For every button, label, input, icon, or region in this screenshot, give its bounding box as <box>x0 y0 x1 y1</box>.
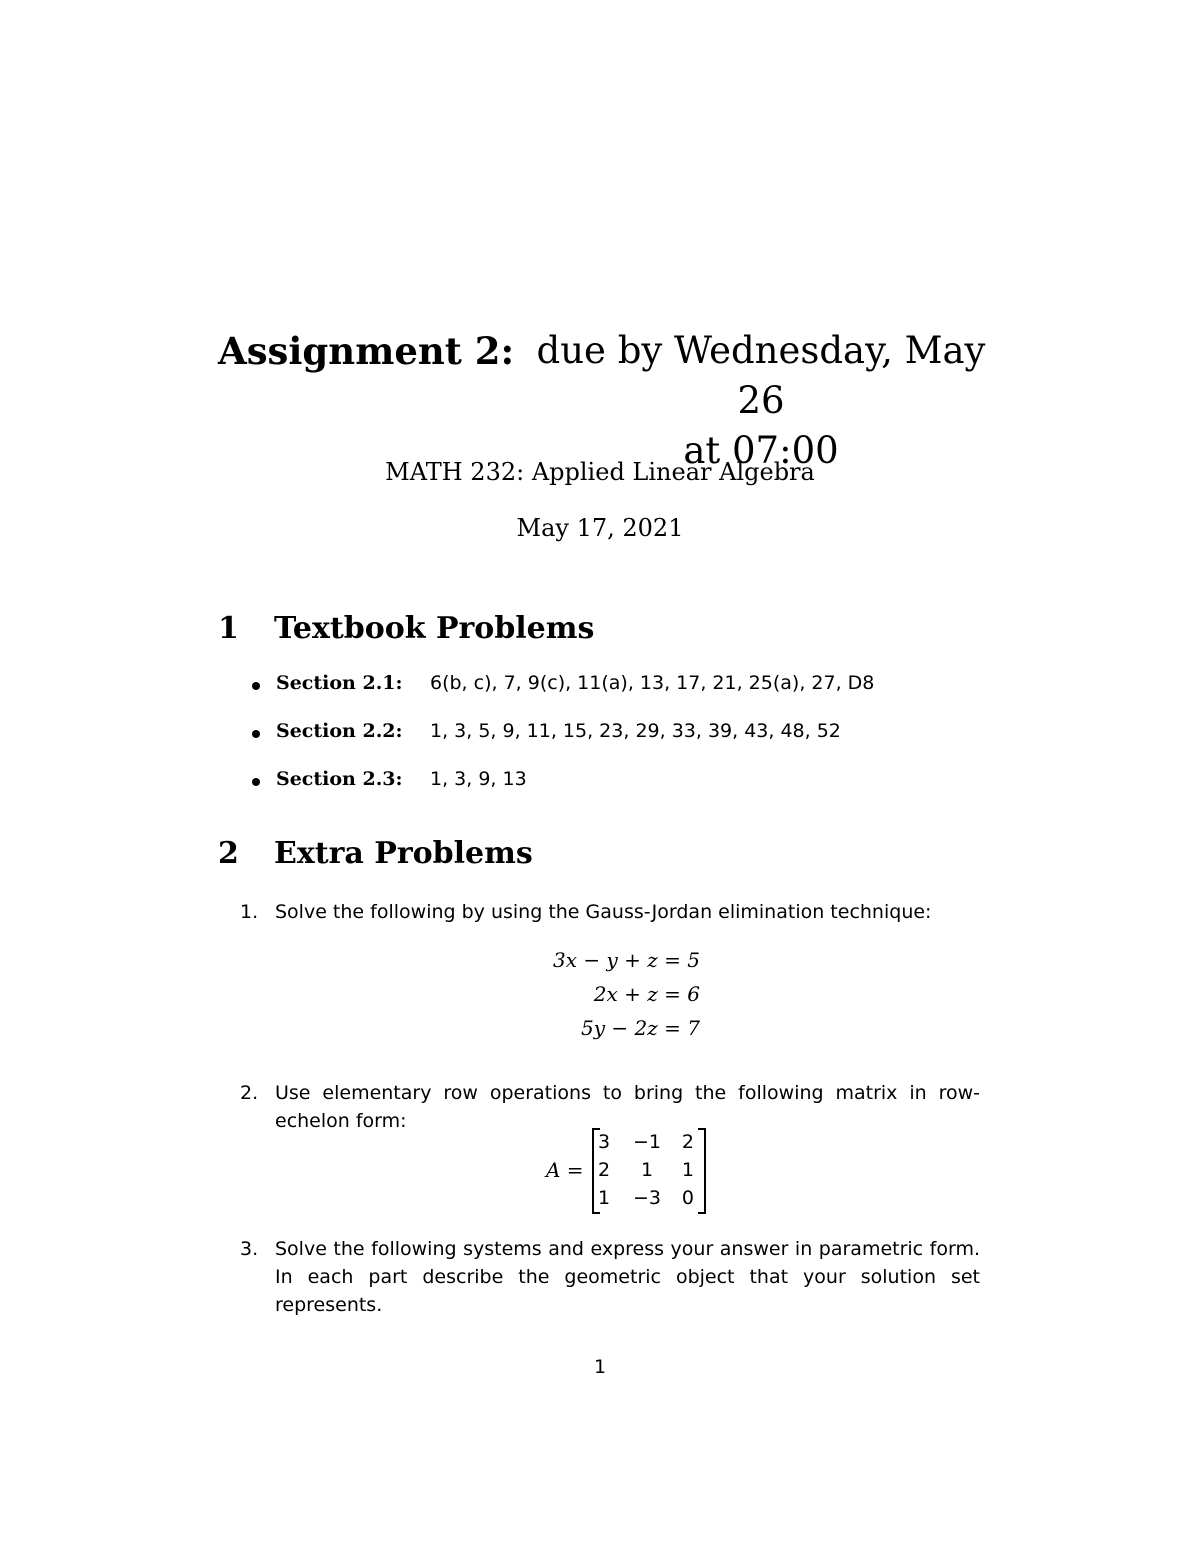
list-item <box>250 672 874 720</box>
matrix-cell: 3 <box>598 1131 611 1153</box>
course-name: MATH 232: Applied Linear Algebra <box>385 458 815 486</box>
problem-number: 1. <box>240 901 259 923</box>
section-heading-textbook <box>218 611 594 646</box>
matrix-name: A = <box>546 1158 584 1182</box>
matrix-cell: 2 <box>598 1159 611 1181</box>
section-problems: 1, 3, 5, 9, 11, 15, 23, 29, 33, 39, 43, 48, 52 <box>430 720 841 742</box>
assignment-title <box>218 326 998 476</box>
title-due-date <box>536 326 986 476</box>
problem-text: Solve the following by using the Gauss-Jordan elimination technique: <box>275 901 932 923</box>
matrix-row <box>598 1156 694 1184</box>
textbook-problem-list <box>250 672 874 816</box>
section-title: Textbook Problems <box>274 611 595 646</box>
extra-problem-3 <box>240 1235 980 1319</box>
bullet-icon <box>252 730 260 738</box>
section-heading-extra <box>218 836 533 871</box>
section-number: 1 <box>218 611 239 646</box>
matrix-cell: −1 <box>632 1131 661 1153</box>
matrix-cell: 1 <box>640 1159 654 1181</box>
right-bracket-icon <box>698 1128 706 1214</box>
section-label: Section 2.3: <box>276 768 403 790</box>
matrix-entries <box>598 1128 694 1212</box>
matrix-cell: 0 <box>681 1187 694 1209</box>
problem-number: 2. <box>240 1082 259 1104</box>
bullet-icon <box>252 778 260 786</box>
equation: 3x − y + z = 5 <box>553 948 700 972</box>
title-label: Assignment 2: <box>218 329 515 373</box>
equation: 5y − 2z = 7 <box>581 1016 700 1040</box>
problem-number: 3. <box>240 1238 259 1260</box>
extra-problem-1 <box>240 898 980 926</box>
matrix-row <box>598 1128 694 1156</box>
list-item <box>250 720 874 768</box>
section-label: Section 2.2: <box>276 720 403 742</box>
document-date: May 17, 2021 <box>516 514 684 542</box>
equation: 2x + z = 6 <box>593 982 700 1006</box>
problem-text: Solve the following systems and express your answer in parametric form. In each part describe the geometric object that your solution set represents. <box>275 1238 980 1316</box>
section-title: Extra Problems <box>274 836 533 871</box>
matrix-cell: 1 <box>681 1159 694 1181</box>
equation-system <box>540 948 700 1050</box>
page-number: 1 <box>593 1356 607 1378</box>
matrix-row <box>598 1184 694 1212</box>
section-label: Section 2.1: <box>276 672 403 694</box>
problem-text: Use elementary row operations to bring the following matrix in row-echelon form: <box>275 1082 980 1132</box>
section-number: 2 <box>218 836 239 871</box>
bullet-icon <box>252 682 260 690</box>
section-problems: 1, 3, 9, 13 <box>430 768 527 790</box>
list-item <box>250 768 874 816</box>
extra-problem-2 <box>240 1079 980 1135</box>
matrix <box>592 1128 706 1212</box>
matrix-cell: 1 <box>598 1187 611 1209</box>
matrix-cell: −3 <box>632 1187 661 1209</box>
section-problems: 6(b, c), 7, 9(c), 11(a), 13, 17, 21, 25(a), 27, D8 <box>430 672 875 694</box>
matrix-cell: 2 <box>681 1131 694 1153</box>
title-due-line1: due by Wednesday, May 26 <box>536 329 986 422</box>
title-due-line2: at 07:00 <box>683 429 839 472</box>
